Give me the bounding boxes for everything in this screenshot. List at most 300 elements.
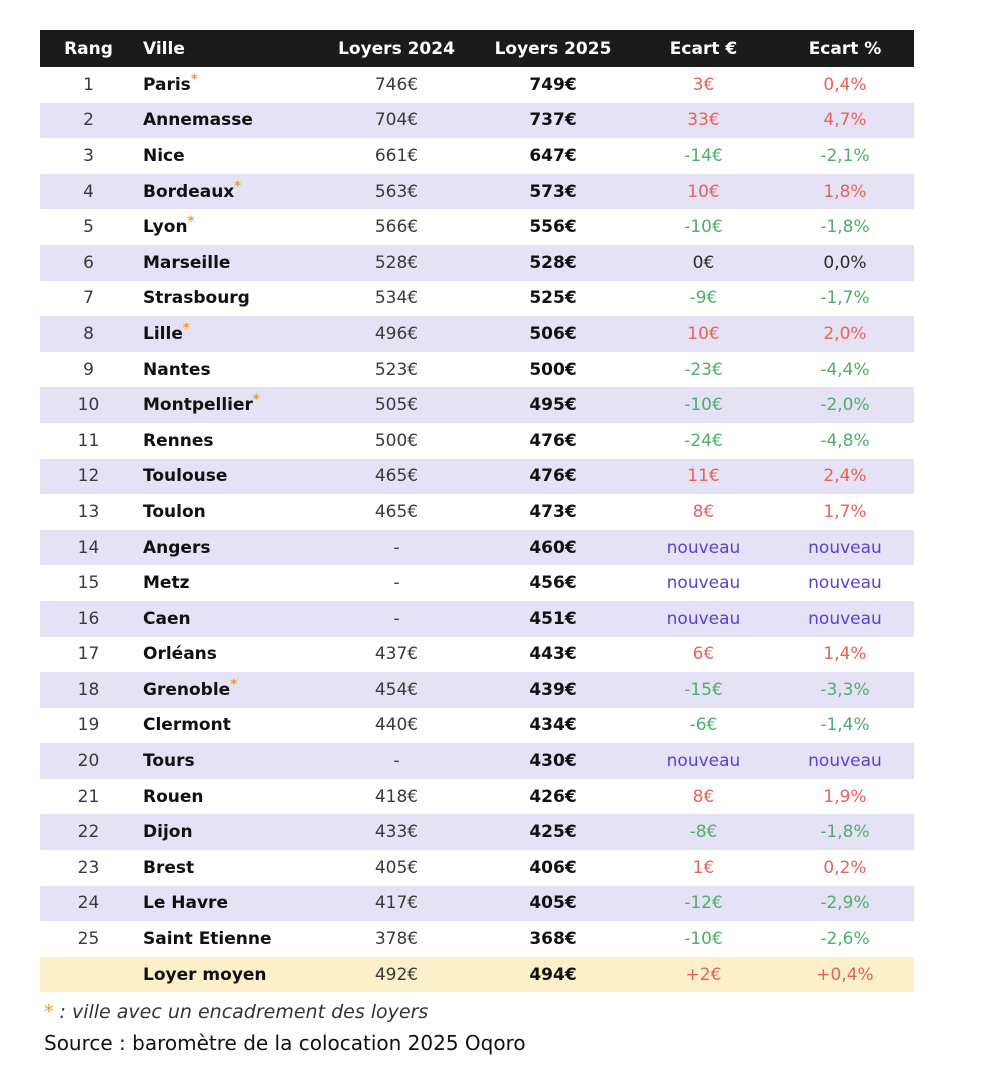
footnote xyxy=(44,1001,428,1023)
cell-rent-2025-text: 556€ xyxy=(529,217,577,238)
cell-rent-2025-text: 647€ xyxy=(529,145,577,166)
cell-diff-eur xyxy=(631,138,776,174)
cell-city-text: Metz xyxy=(143,573,190,594)
cell-diff-eur-text: nouveau xyxy=(666,608,741,629)
cell-diff-pct-text: 4,7% xyxy=(823,110,867,131)
cell-city xyxy=(137,530,318,566)
cell-diff-pct xyxy=(776,850,914,886)
cell-diff-eur xyxy=(631,67,776,103)
cell-rank xyxy=(40,779,137,815)
cell-rent-2024-text: 440€ xyxy=(374,715,419,736)
cell-rent-2024-text: 418€ xyxy=(374,786,419,807)
cell-rank xyxy=(40,672,137,708)
cell-city-text: Lille xyxy=(143,323,183,344)
cell-rent-2025-text: 500€ xyxy=(529,359,577,380)
cell-rank xyxy=(40,850,137,886)
cell-diff-pct-text: -1,8% xyxy=(820,217,870,238)
avg-cell-label xyxy=(137,957,318,993)
cell-rent-2025 xyxy=(475,67,631,103)
cell-rent-2025-text: 476€ xyxy=(529,430,577,451)
cell-diff-eur xyxy=(631,387,776,423)
cell-rank-text: 18 xyxy=(77,679,100,700)
header-rank: Rang xyxy=(40,30,137,67)
cell-diff-pct-text: -4,4% xyxy=(820,359,870,380)
table-row xyxy=(40,601,914,637)
cell-city xyxy=(137,565,318,601)
cell-rank xyxy=(40,743,137,779)
table-row xyxy=(40,779,914,815)
cell-city xyxy=(137,67,318,103)
cell-diff-eur-text: -8€ xyxy=(689,822,718,843)
cell-diff-pct-text: nouveau xyxy=(808,608,882,629)
cell-rank xyxy=(40,459,137,495)
cell-diff-pct-text: 1,4% xyxy=(823,644,867,665)
cell-diff-pct xyxy=(776,494,914,530)
cell-rent-2024-text: 496€ xyxy=(374,323,419,344)
cell-rent-2025 xyxy=(475,814,631,850)
cell-rent-2025-text: 451€ xyxy=(529,608,577,629)
cell-rank-text: 17 xyxy=(77,644,100,665)
cell-rent-2024-text: 566€ xyxy=(374,217,419,238)
cell-diff-eur xyxy=(631,423,776,459)
cell-city xyxy=(137,814,318,850)
cell-rank xyxy=(40,138,137,174)
cell-rent-2025 xyxy=(475,459,631,495)
cell-diff-eur-text: -9€ xyxy=(689,288,718,309)
cell-rank xyxy=(40,67,137,103)
cell-rank-text: 7 xyxy=(83,288,94,309)
cell-rent-2025-text: 525€ xyxy=(529,288,577,309)
cell-city-text: Paris xyxy=(143,74,191,95)
table-row xyxy=(40,316,914,352)
cell-rent-2024-text: 378€ xyxy=(374,929,419,950)
cell-rent-2024-text: - xyxy=(393,573,400,594)
cell-rent-2024 xyxy=(318,565,475,601)
cell-rent-2025 xyxy=(475,921,631,957)
cell-diff-pct-text: nouveau xyxy=(808,573,882,594)
cell-diff-pct xyxy=(776,316,914,352)
cell-diff-eur-text: 6€ xyxy=(692,644,715,665)
table-row xyxy=(40,138,914,174)
cell-city xyxy=(137,743,318,779)
cell-diff-eur xyxy=(631,708,776,744)
cell-rent-2024 xyxy=(318,174,475,210)
cell-diff-eur-text: nouveau xyxy=(666,537,741,558)
cell-diff-eur-text: 3€ xyxy=(692,74,715,95)
table-row xyxy=(40,672,914,708)
cell-rank xyxy=(40,423,137,459)
cell-rent-2024 xyxy=(318,103,475,139)
cell-diff-pct-text: -1,7% xyxy=(820,288,870,309)
cell-rent-2024 xyxy=(318,921,475,957)
cell-rent-2025-text: 495€ xyxy=(529,395,577,416)
cell-rank-text: 25 xyxy=(77,929,100,950)
cell-diff-pct xyxy=(776,565,914,601)
cell-diff-pct-text: 0,2% xyxy=(823,857,867,878)
cell-rent-2025-text: 460€ xyxy=(529,537,577,558)
cell-rank-text: 16 xyxy=(77,608,100,629)
cell-diff-eur-text: -14€ xyxy=(684,145,723,166)
cell-city-text: Lyon xyxy=(143,217,188,238)
cell-city xyxy=(137,138,318,174)
cell-rent-2025-text: 737€ xyxy=(529,110,577,131)
cell-rank-text: 2 xyxy=(83,110,94,131)
cell-diff-pct xyxy=(776,67,914,103)
cell-rank xyxy=(40,352,137,388)
cell-diff-pct-text: 2,0% xyxy=(823,323,867,344)
avg-cell-rent-2025-text: 494€ xyxy=(529,964,577,985)
cell-rent-2024 xyxy=(318,850,475,886)
cell-city-text: Le Havre xyxy=(143,893,228,914)
cell-city xyxy=(137,423,318,459)
cell-diff-eur xyxy=(631,672,776,708)
cell-diff-eur xyxy=(631,743,776,779)
cell-diff-pct xyxy=(776,103,914,139)
cell-rent-2025-text: 439€ xyxy=(529,679,577,700)
cell-rank-text: 14 xyxy=(77,537,100,558)
cell-rent-2024-text: 563€ xyxy=(374,181,419,202)
table-header-row xyxy=(40,30,914,67)
cell-city-text: Nantes xyxy=(143,359,211,380)
cell-city-text: Bordeaux xyxy=(143,181,235,202)
cell-rank xyxy=(40,494,137,530)
cell-city-text: Montpellier xyxy=(143,395,253,416)
cell-rank-text: 20 xyxy=(77,751,100,772)
cell-diff-pct-text: 2,4% xyxy=(823,466,867,487)
cell-rank-text: 23 xyxy=(77,857,100,878)
cell-rent-2025 xyxy=(475,316,631,352)
cell-rank-text: 10 xyxy=(77,395,100,416)
cell-diff-pct-text: nouveau xyxy=(808,537,882,558)
cell-diff-eur-text: 8€ xyxy=(692,786,715,807)
cell-rank-text: 22 xyxy=(77,822,100,843)
cell-rent-2024-text: 437€ xyxy=(374,644,419,665)
cell-rent-2025 xyxy=(475,565,631,601)
cell-diff-eur-text: 11€ xyxy=(687,466,720,487)
rent-ranking-table xyxy=(40,30,914,992)
cell-diff-eur-text: 8€ xyxy=(692,501,715,522)
table-row xyxy=(40,814,914,850)
cell-diff-eur xyxy=(631,103,776,139)
cell-city xyxy=(137,921,318,957)
cell-diff-pct xyxy=(776,779,914,815)
cell-city xyxy=(137,281,318,317)
cell-diff-eur xyxy=(631,779,776,815)
cell-rank-text: 15 xyxy=(77,573,100,594)
cell-rent-2024 xyxy=(318,743,475,779)
cell-diff-pct xyxy=(776,886,914,922)
table-row xyxy=(40,921,914,957)
cell-rent-2025 xyxy=(475,352,631,388)
cell-rent-2025 xyxy=(475,209,631,245)
cell-city-text: Dijon xyxy=(143,822,193,843)
header-diff-pct: Ecart % xyxy=(776,30,914,67)
cell-rent-2024 xyxy=(318,387,475,423)
cell-rent-2024 xyxy=(318,67,475,103)
cell-city xyxy=(137,708,318,744)
cell-city-text: Saint Etienne xyxy=(143,929,272,950)
cell-diff-eur-text: -24€ xyxy=(684,430,723,451)
cell-diff-pct-text: nouveau xyxy=(808,751,882,772)
cell-city-text: Rouen xyxy=(143,786,204,807)
cell-rent-2024-text: 528€ xyxy=(374,252,419,273)
header-rent-2025: Loyers 2025 xyxy=(475,30,631,67)
cell-rent-2025-text: 528€ xyxy=(529,252,577,273)
cell-diff-pct-text: -2,0% xyxy=(820,395,870,416)
cell-rank xyxy=(40,565,137,601)
cell-city xyxy=(137,850,318,886)
cell-rent-2025 xyxy=(475,530,631,566)
cell-diff-pct-text: -2,1% xyxy=(820,145,870,166)
cell-rent-2025 xyxy=(475,494,631,530)
cell-rank xyxy=(40,281,137,317)
cell-diff-pct xyxy=(776,387,914,423)
cell-rank xyxy=(40,103,137,139)
cell-diff-pct xyxy=(776,601,914,637)
cell-diff-eur-text: -10€ xyxy=(684,929,723,950)
average-row xyxy=(40,957,914,993)
cell-city xyxy=(137,245,318,281)
cell-diff-pct xyxy=(776,637,914,673)
cell-rent-2025 xyxy=(475,779,631,815)
cell-rent-2024 xyxy=(318,423,475,459)
cell-rent-2024-text: 417€ xyxy=(374,893,419,914)
cell-diff-eur xyxy=(631,565,776,601)
cell-rent-2025-text: 443€ xyxy=(529,644,577,665)
cell-rank xyxy=(40,814,137,850)
table-row xyxy=(40,850,914,886)
rent-cap-star-icon: * xyxy=(234,178,242,194)
cell-rank xyxy=(40,316,137,352)
cell-rent-2024 xyxy=(318,637,475,673)
cell-rank xyxy=(40,174,137,210)
cell-rent-2025-text: 406€ xyxy=(529,857,577,878)
cell-rank xyxy=(40,886,137,922)
cell-diff-eur xyxy=(631,814,776,850)
cell-rent-2024 xyxy=(318,352,475,388)
table-row xyxy=(40,209,914,245)
cell-diff-pct-text: -1,8% xyxy=(820,822,870,843)
avg-cell-rent-2024 xyxy=(318,957,475,993)
avg-cell-rent-2024-text: 492€ xyxy=(374,964,419,985)
cell-city-text: Strasbourg xyxy=(143,288,250,309)
cell-city-text: Nice xyxy=(143,145,185,166)
cell-diff-pct-text: -1,4% xyxy=(820,715,870,736)
avg-cell-rent-2025 xyxy=(475,957,631,993)
cell-rent-2024 xyxy=(318,708,475,744)
cell-rent-2024 xyxy=(318,316,475,352)
cell-city-text: Marseille xyxy=(143,252,231,273)
cell-diff-eur xyxy=(631,886,776,922)
cell-rent-2025 xyxy=(475,743,631,779)
cell-rank-text: 19 xyxy=(77,715,100,736)
cell-diff-eur-text: -12€ xyxy=(684,893,723,914)
cell-city xyxy=(137,672,318,708)
cell-rent-2025-text: 749€ xyxy=(529,74,577,95)
table-row xyxy=(40,423,914,459)
table-row xyxy=(40,494,914,530)
cell-rank-text: 8 xyxy=(83,323,94,344)
cell-rent-2024-text: 523€ xyxy=(374,359,419,380)
table-row xyxy=(40,103,914,139)
avg-cell-diff-eur xyxy=(631,957,776,993)
cell-diff-eur xyxy=(631,921,776,957)
table-row xyxy=(40,886,914,922)
cell-rank-text: 6 xyxy=(83,252,94,273)
cell-rent-2024 xyxy=(318,459,475,495)
table-row xyxy=(40,387,914,423)
cell-diff-eur-text: 10€ xyxy=(687,181,720,202)
table-row xyxy=(40,352,914,388)
avg-cell-diff-eur-text: +2€ xyxy=(685,964,722,985)
cell-rent-2024 xyxy=(318,138,475,174)
footnote-star-icon: * xyxy=(44,1001,54,1023)
table-row xyxy=(40,637,914,673)
cell-diff-pct xyxy=(776,743,914,779)
cell-rent-2024 xyxy=(318,494,475,530)
cell-diff-pct-text: 0,0% xyxy=(823,252,867,273)
cell-rent-2025-text: 405€ xyxy=(529,893,577,914)
cell-diff-pct xyxy=(776,530,914,566)
cell-rank xyxy=(40,601,137,637)
cell-rank xyxy=(40,245,137,281)
cell-rent-2024 xyxy=(318,779,475,815)
avg-cell-rank xyxy=(40,957,137,993)
rent-cap-star-icon: * xyxy=(230,677,237,693)
cell-rent-2025 xyxy=(475,886,631,922)
cell-diff-pct xyxy=(776,138,914,174)
cell-diff-pct xyxy=(776,459,914,495)
cell-rent-2024 xyxy=(318,814,475,850)
cell-rent-2024-text: 454€ xyxy=(374,679,419,700)
cell-rent-2025-text: 473€ xyxy=(529,501,577,522)
cell-diff-eur-text: -6€ xyxy=(689,715,718,736)
cell-diff-eur-text: -10€ xyxy=(684,395,723,416)
cell-city-text: Orléans xyxy=(143,644,217,665)
source-note: Source : baromètre de la colocation 2025 Oqoro xyxy=(44,1031,526,1055)
table-row xyxy=(40,708,914,744)
cell-diff-pct-text: -4,8% xyxy=(820,430,870,451)
cell-city xyxy=(137,637,318,673)
cell-rank xyxy=(40,530,137,566)
table-row xyxy=(40,67,914,103)
cell-rank-text: 12 xyxy=(77,466,100,487)
cell-rent-2025-text: 573€ xyxy=(529,181,577,202)
cell-rent-2024-text: - xyxy=(393,608,400,629)
cell-city xyxy=(137,174,318,210)
cell-rank xyxy=(40,637,137,673)
cell-diff-eur-text: -15€ xyxy=(684,679,723,700)
table-row xyxy=(40,743,914,779)
cell-diff-eur-text: 1€ xyxy=(692,857,715,878)
rent-cap-star-icon: * xyxy=(190,72,198,88)
cell-diff-eur-text: 0€ xyxy=(692,252,715,273)
avg-cell-label-text: Loyer moyen xyxy=(143,964,267,985)
cell-diff-pct xyxy=(776,352,914,388)
cell-rank-text: 4 xyxy=(83,181,94,202)
cell-diff-pct xyxy=(776,921,914,957)
cell-rent-2024 xyxy=(318,886,475,922)
cell-rank xyxy=(40,708,137,744)
cell-diff-pct xyxy=(776,174,914,210)
cell-rent-2025-text: 368€ xyxy=(529,929,577,950)
cell-diff-eur xyxy=(631,494,776,530)
rent-cap-star-icon: * xyxy=(187,214,195,230)
cell-rent-2024 xyxy=(318,245,475,281)
table-row xyxy=(40,174,914,210)
cell-city-text: Angers xyxy=(143,537,211,558)
cell-diff-pct-text: 0,4% xyxy=(823,74,867,95)
cell-rent-2024-text: 661€ xyxy=(374,145,419,166)
cell-diff-pct-text: 1,8% xyxy=(823,181,867,202)
header-rent-2024: Loyers 2024 xyxy=(318,30,475,67)
cell-rank-text: 13 xyxy=(77,501,100,522)
cell-diff-pct xyxy=(776,708,914,744)
cell-rent-2024-text: - xyxy=(393,751,400,772)
cell-diff-eur xyxy=(631,316,776,352)
cell-rent-2025-text: 430€ xyxy=(529,751,577,772)
cell-rent-2024 xyxy=(318,601,475,637)
cell-rent-2025 xyxy=(475,708,631,744)
header-diff-eur: Ecart € xyxy=(631,30,776,67)
cell-diff-pct xyxy=(776,672,914,708)
cell-rent-2025 xyxy=(475,281,631,317)
cell-rent-2024 xyxy=(318,281,475,317)
cell-diff-eur-text: nouveau xyxy=(666,751,741,772)
cell-city-text: Caen xyxy=(143,608,191,629)
cell-diff-eur xyxy=(631,601,776,637)
cell-city-text: Brest xyxy=(143,857,195,878)
cell-rent-2025 xyxy=(475,103,631,139)
cell-diff-eur-text: nouveau xyxy=(666,573,741,594)
cell-rank-text: 1 xyxy=(83,74,94,95)
cell-city xyxy=(137,316,318,352)
cell-rent-2024-text: - xyxy=(393,537,400,558)
cell-diff-pct xyxy=(776,423,914,459)
cell-city xyxy=(137,352,318,388)
cell-rent-2024-text: 534€ xyxy=(374,288,419,309)
cell-diff-eur xyxy=(631,352,776,388)
cell-city xyxy=(137,601,318,637)
cell-rent-2025-text: 456€ xyxy=(529,573,577,594)
cell-diff-eur-text: 33€ xyxy=(687,110,720,131)
cell-rank xyxy=(40,921,137,957)
cell-rank xyxy=(40,209,137,245)
cell-rank-text: 3 xyxy=(83,145,94,166)
rent-cap-star-icon: * xyxy=(182,321,190,337)
cell-diff-pct xyxy=(776,245,914,281)
cell-city xyxy=(137,103,318,139)
cell-city xyxy=(137,886,318,922)
cell-diff-eur-text: -10€ xyxy=(684,217,723,238)
cell-city-text: Tours xyxy=(143,751,195,772)
cell-diff-pct xyxy=(776,209,914,245)
cell-rent-2025-text: 425€ xyxy=(529,822,577,843)
cell-diff-eur xyxy=(631,209,776,245)
cell-diff-eur-text: -23€ xyxy=(684,359,723,380)
cell-city-text: Toulouse xyxy=(143,466,228,487)
cell-rent-2025 xyxy=(475,387,631,423)
cell-diff-eur xyxy=(631,637,776,673)
cell-rent-2025-text: 434€ xyxy=(529,715,577,736)
cell-city xyxy=(137,779,318,815)
table-row xyxy=(40,245,914,281)
cell-rent-2024-text: 704€ xyxy=(374,110,419,131)
cell-city xyxy=(137,494,318,530)
cell-rent-2025-text: 426€ xyxy=(529,786,577,807)
rent-cap-star-icon: * xyxy=(252,392,260,408)
cell-city xyxy=(137,209,318,245)
